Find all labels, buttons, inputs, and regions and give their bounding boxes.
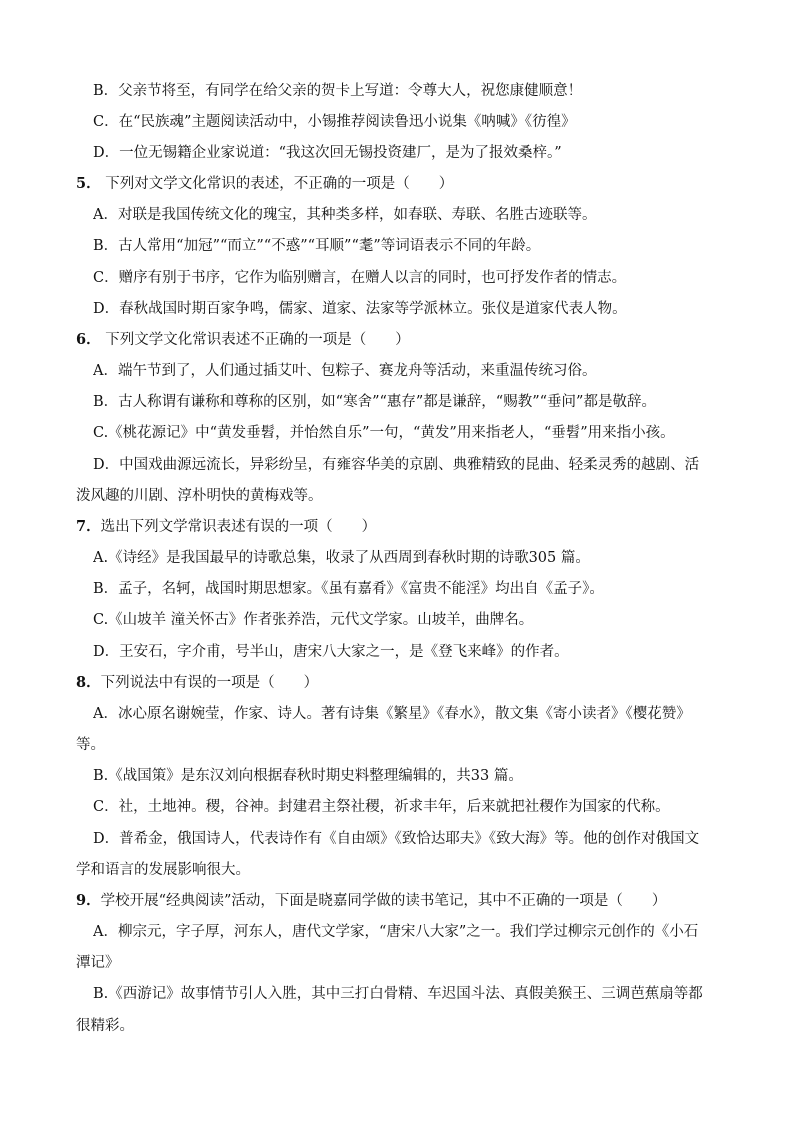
question-text: 下列对文学文化常识的表述，不正确的一项是（ ） [100,176,454,192]
option-line: C.《山坡羊 潼关怀古》作者张养浩，元代文学家。山坡羊，曲牌名。 [93,612,534,628]
option-line: B．孟子，名轲，战国时期思想家。《虽有嘉肴》《富贵不能淫》均出自《孟子》。 [93,581,604,597]
option-line: A．对联是我国传统文化的瑰宝，其种类多样，如春联、寿联、名胜古迹联等。 [93,207,597,223]
option-line: D．中国戏曲源远流长，异彩纷呈，有雍容华美的京剧、典雅精致的昆曲、轻柔灵秀的越剧、活 [93,457,700,473]
question-number: 9． [76,892,101,909]
question-number: 5． [76,175,101,192]
option-line: C．赠序有别于书序，它作为临别赠言，在赠人以言的同时，也可抒发作者的情志。 [93,270,627,286]
option-line: D．普希金，俄国诗人，代表诗作有《自由颂》《致恰达耶夫》《致大海》等。他的创作对俄国文 [93,831,700,847]
continuation-line: 泼风趣的川剧、淳朴明快的黄梅戏等。 [76,488,323,504]
option-line: C.《桃花源记》中“黄发垂髫，并怡然自乐”一句，“黄发”用来指老人，“垂髫”用来指小孩。 [93,425,675,441]
question-text: 下列文学文化常识表述不正确的一项是（ ） [100,332,410,348]
option-line: A．端午节到了，人们通过插艾叶、包粽子、赛龙舟等活动，来重温传统习俗。 [93,363,597,379]
option-line: B.《西游记》故事情节引人入胜，其中三打白骨精、车迟国斗法、真假美猴王、三调芭蕉扇等都 [93,986,703,1002]
option-line: A．柳宗元，字子厚，河东人，唐代文学家，“唐宋八大家”之一。我们学过柳宗元创作的《小石 [93,924,699,940]
question-line [76,330,776,350]
question-line [76,174,776,194]
continuation-line: 等。 [76,737,105,753]
option-line: D．春秋战国时期百家争鸣，儒家、道家、法家等学派林立。张仪是道家代表人物。 [93,301,627,317]
option-line: A．冰心原名谢婉莹，作家、诗人。著有诗集《繁星》《春水》，散文集《寄小读者》《樱花赞》 [93,706,691,722]
continuation-line: 很精彩。 [76,1018,134,1034]
option-line: A.《诗经》是我国最早的诗歌总集，收录了从西周到春秋时期的诗歌305 篇。 [93,550,590,566]
question-number: 8． [76,674,101,691]
option-line: B.《战国策》是东汉刘向根据春秋时期史料整理编辑的，共33 篇。 [93,768,523,784]
question-number: 6． [76,331,101,348]
option-line: D．一位无锡籍企业家说道：“我这次回无锡投资建厂，是为了报效桑梓。” [93,145,562,161]
option-line: C．社，土地神。稷，谷神。封建君主祭社稷，祈求丰年，后来就把社稷作为国家的代称。 [93,799,670,815]
option-line: B．古人称谓有谦称和尊称的区别，如“寒舍”“惠存”都是谦辞，“赐教”“垂问”都是敬辞。 [93,394,656,410]
continuation-line: 潭记》 [76,955,120,971]
option-line: B．父亲节将至，有同学在给父亲的贺卡上写道：令尊大人，祝您康健顺意！ [93,83,583,99]
question-text: 下列说法中有误的一项是（ ） [100,675,319,691]
question-line [76,673,776,693]
question-line [76,517,776,537]
option-line: D．王安石，字介甫，号半山，唐宋八大家之一，是《登飞来峰》的作者。 [93,644,569,660]
continuation-line: 学和语言的发展影响很大。 [76,862,250,878]
question-number: 7． [76,518,101,535]
question-text: 学校开展“经典阅读”活动，下面是晓嘉同学做的读书笔记，其中不正确的一项是（ ） [100,893,667,909]
option-line: C．在“民族魂”主题阅读活动中，小锡推荐阅读鲁迅小说集《呐喊》《彷徨》 [93,114,576,130]
option-line: B．古人常用“加冠”“而立”“不惑”“耳顺”“耄”等词语表示不同的年龄。 [93,238,541,254]
question-text: 选出下列文学常识表述有误的一项（ ） [100,519,377,535]
question-line [76,891,776,911]
